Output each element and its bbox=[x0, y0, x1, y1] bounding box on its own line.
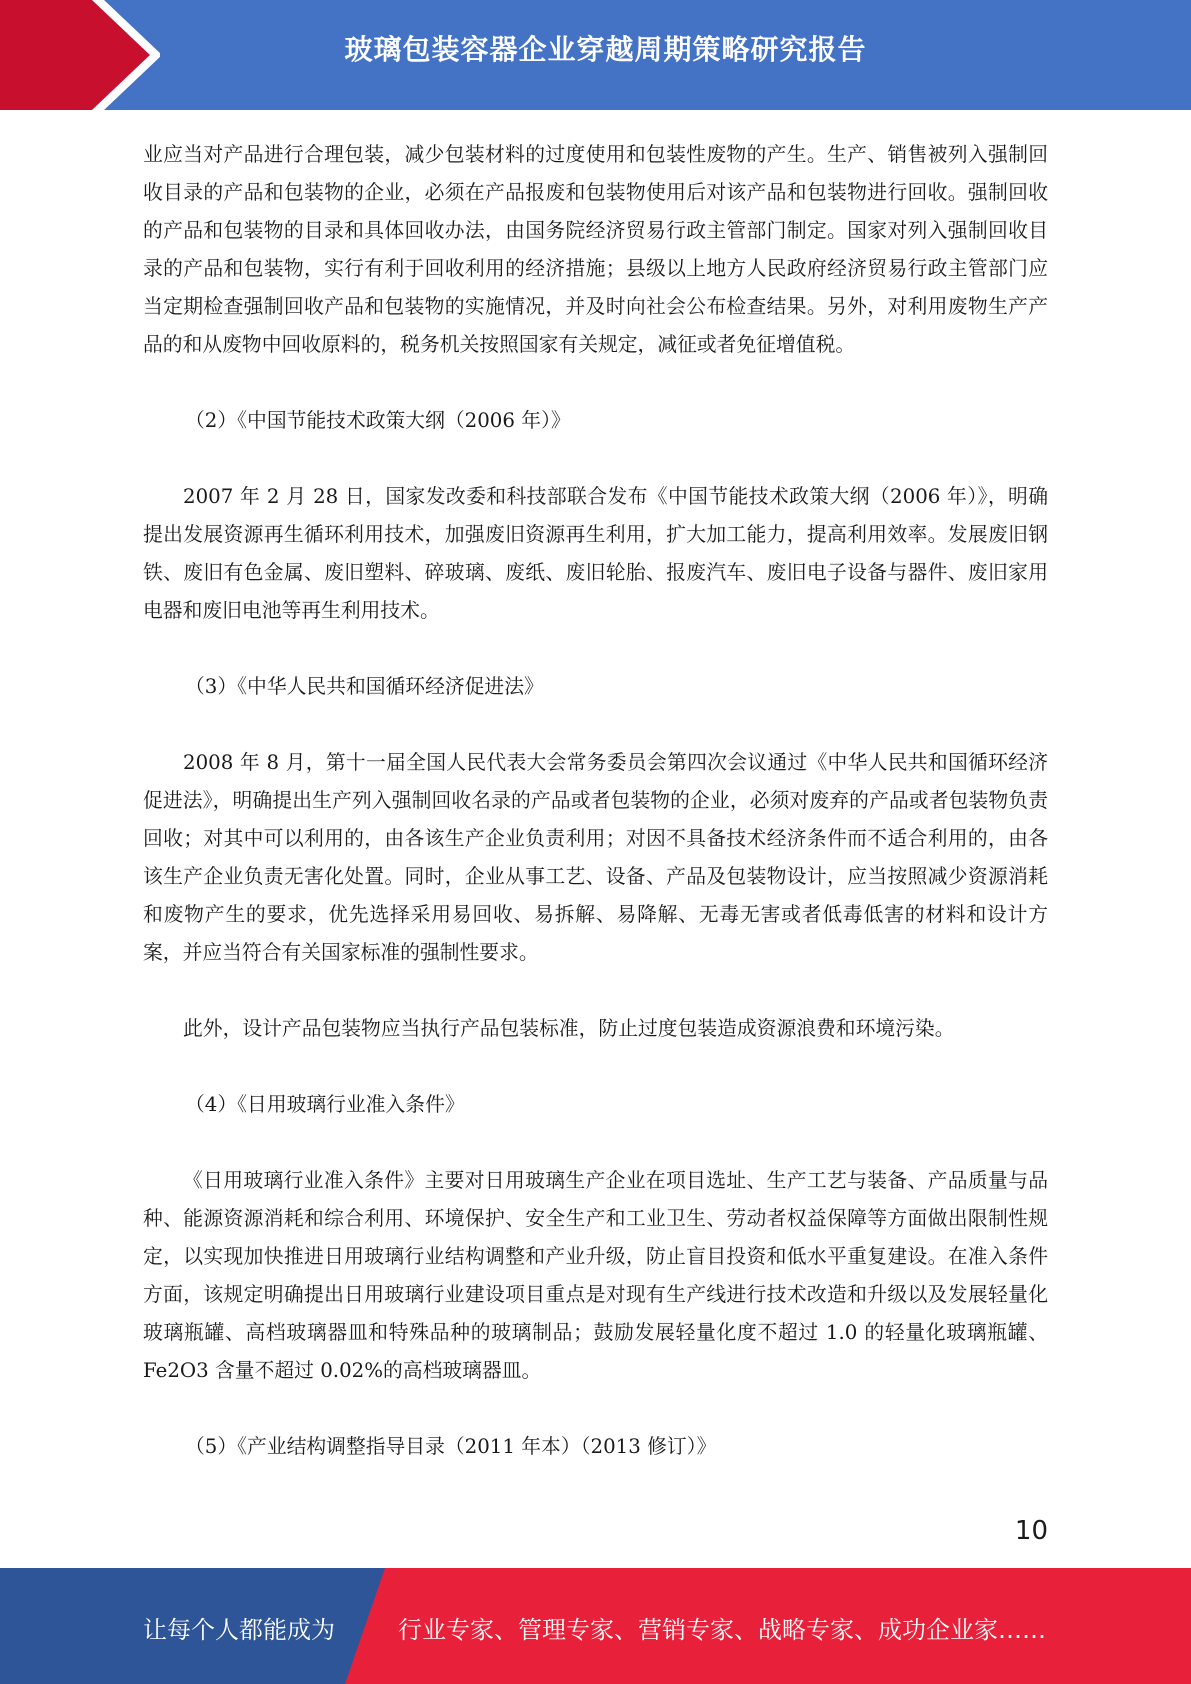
page-footer bbox=[0, 1568, 1191, 1684]
paragraph-packaging-recycling: 业应当对产品进行合理包装，减少包装材料的过度使用和包装性废物的产生。生产、销售被列入强制回收目录的产品和包装物的企业，必须在产品报废和包装物使用后对该产品和包装物进行回收。强制回收的产品和包装物的目录和具体回收办法，由国务院经济贸易行政主管部门制定。国家对列入强制回收目录的产品和包装物，实行有利于回收利用的经济措施；县级以上地方人民政府经济贸易行政主管部门应当定期检查强制回收产品和包装物的实施情况，并及时向社会公布检查结果。另外，对利用废物生产产品的和从废物中回收原料的，税务机关按照国家有关规定，减征或者免征增值税。 bbox=[143, 143, 1048, 356]
page-header bbox=[0, 0, 1191, 110]
footer-slogan-right: 行业专家、管理专家、营销专家、战略专家、成功企业家…… bbox=[398, 1616, 1046, 1644]
paragraph-packaging-standard: 此外，设计产品包装物应当执行产品包装标准，防止过度包装造成资源浪费和环境污染。 bbox=[183, 1017, 955, 1040]
paragraph-glass-industry-access: 《日用玻璃行业准入条件》主要对日用玻璃生产企业在项目选址、生产工艺与装备、产品质量与品种、能源资源消耗和综合利用、环境保护、安全生产和工业卫生、劳动者权益保障等方面做出限制性规定，以实现加快推进日用玻璃行业结构调整和产业升级，防止盲目投资和低水平重复建设。在准入条件方面，该规定明确提出日用玻璃行业建设项目重点是对现有生产线进行技术改造和升级以及发展轻量化玻璃瓶罐、高档玻璃器皿和特殊品种的玻璃制品；鼓励发展轻量化度不超过 1.0 的轻量化玻璃瓶罐、Fe2O3 含量不超过 0.02%的高档玻璃器皿。 bbox=[143, 1169, 1048, 1382]
paragraph-energy-policy: 2007 年 2 月 28 日，国家发改委和科技部联合发布《中国节能技术政策大纲（2006 年）》，明确提出发展资源再生循环利用技术，加强废旧资源再生利用，扩大加工能力，提高利用效率。发展废旧钢铁、废旧有色金属、废旧塑料、碎玻璃、废纸、废旧轮胎、报废汽车、废旧电子设备与器件、废旧家用电器和废旧电池等再生利用技术。 bbox=[143, 485, 1048, 622]
paragraph-circular-economy-law: 2008 年 8 月，第十一届全国人民代表大会常务委员会第四次会议通过《中华人民共和国循环经济促进法》，明确提出生产列入强制回收名录的产品或者包装物的企业，必须对废弃的产品或者包装物负责回收；对其中可以利用的，由各该生产企业负责利用；对因不具备技术经济条件而不适合利用的，由各该生产企业负责无害化处置。同时，企业从事工艺、设备、产品及包装物设计，应当按照减少资源消耗和废物产生的要求，优先选择采用易回收、易拆解、易降解、无毒无害或者低毒低害的材料和设计方案，并应当符合有关国家标准的强制性要求。 bbox=[143, 751, 1048, 964]
page-number: 10 bbox=[1014, 1516, 1048, 1546]
page-content bbox=[143, 136, 1048, 1466]
section-heading-circular-economy-law: （3）《中华人民共和国循环经济促进法》 bbox=[185, 675, 544, 698]
section-heading-glass-industry-access: （4）《日用玻璃行业准入条件》 bbox=[185, 1093, 465, 1116]
section-heading-energy-policy: （2）《中国节能技术政策大纲（2006 年）》 bbox=[185, 409, 571, 432]
footer-slogan-left: 让每个人都能成为 bbox=[143, 1616, 335, 1644]
report-title: 玻璃包装容器企业穿越周期策略研究报告 bbox=[344, 33, 867, 66]
section-heading-industry-catalog: （5）《产业结构调整指导目录（2011 年本）（2013 修订）》 bbox=[185, 1435, 717, 1458]
